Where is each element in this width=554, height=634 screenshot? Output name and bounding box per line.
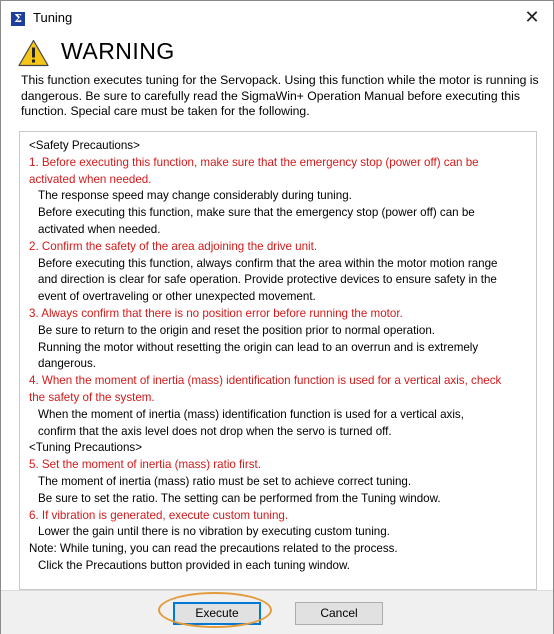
precaution-heading: the safety of the system. <box>29 390 155 404</box>
warning-heading: WARNING <box>61 38 175 64</box>
precaution-heading: 2. Confirm the safety of the area adjoining the drive unit. <box>29 239 318 253</box>
precaution-text: and direction is clear for safe operation. Provide protective devices to ensure safety in the <box>38 273 497 287</box>
button-bar <box>1 590 553 634</box>
window-title: Tuning <box>33 10 73 25</box>
precaution-text: Be sure to set the ratio. The setting can be performed from the Tuning window. <box>38 491 441 505</box>
close-button[interactable]: ✕ <box>524 7 540 28</box>
precaution-text: event of overtraveling or other unexpected movement. <box>38 290 316 304</box>
section-label: <Tuning Precautions> <box>29 441 143 455</box>
precaution-text: Lower the gain until there is no vibration by executing custom tuning. <box>38 525 390 539</box>
intro-line: function. Special care must be taken for the following. <box>21 104 310 118</box>
intro-line: dangerous. Be sure to carefully read the SigmaWin+ Operation Manual before executing this <box>21 88 520 103</box>
precaution-text: Be sure to return to the origin and reset the position prior to normal operation. <box>38 323 435 337</box>
precaution-text: activated when needed. <box>38 222 161 236</box>
section-label: <Safety Precautions> <box>29 139 140 152</box>
precaution-heading: 5. Set the moment of inertia (mass) ratio first. <box>29 458 261 472</box>
precaution-text: Click the Precautions button provided in each tuning window. <box>38 558 350 572</box>
execute-button[interactable]: Execute <box>173 602 261 625</box>
precaution-heading: activated when needed. <box>29 172 152 186</box>
precaution-text: confirm that the axis level does not drop when the servo is turned off. <box>38 424 392 438</box>
precaution-text: The moment of inertia (mass) ratio must be set to achieve correct tuning. <box>38 474 412 488</box>
cancel-button[interactable]: Cancel <box>295 602 383 625</box>
precaution-text: The response speed may change considerably during tuning. <box>38 189 352 203</box>
warning-triangle-icon <box>18 39 49 67</box>
precautions-list <box>29 138 534 575</box>
precaution-heading: 1. Before executing this function, make sure that the emergency stop (power off) can be <box>29 155 479 169</box>
precaution-text: dangerous. <box>38 357 97 371</box>
section-label: Note: While tuning, you can read the precautions related to the process. <box>29 542 398 556</box>
precaution-text: Before executing this function, make sure that the emergency stop (power off) can be <box>38 206 475 220</box>
precautions-panel[interactable] <box>19 131 537 590</box>
precaution-heading: 3. Always confirm that there is no position error before running the motor. <box>29 306 403 320</box>
precaution-heading: 6. If vibration is generated, execute custom tuning. <box>29 508 289 522</box>
precaution-text: Before executing this function, always confirm that the area within the motor motion range <box>38 256 498 270</box>
intro-line: This function executes tuning for the Servopack. Using this function while the motor is running is <box>21 73 539 87</box>
title-bar <box>1 1 553 35</box>
warning-intro-text <box>21 73 541 120</box>
precaution-text: When the moment of inertia (mass) identification function is used for a vertical axis, <box>38 407 464 421</box>
sigma-app-icon: Σ <box>11 12 25 26</box>
precaution-heading: 4. When the moment of inertia (mass) identification function is used for a vertical axis, check <box>29 374 502 388</box>
precaution-text: Running the motor without resetting the origin can lead to an overrun and is extremely <box>38 340 479 354</box>
